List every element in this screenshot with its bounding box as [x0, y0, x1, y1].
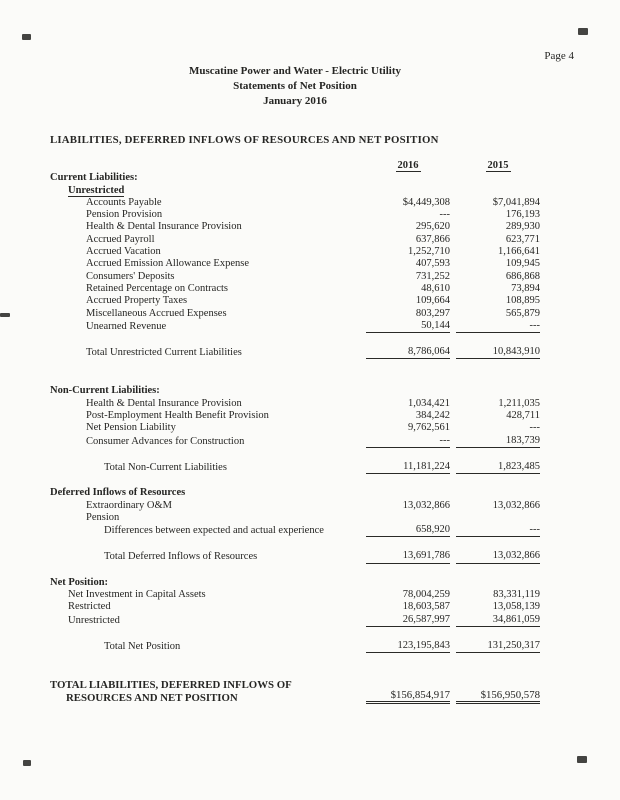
grand-total-value-2016: $156,854,917 — [366, 689, 450, 704]
row-value-2016: 109,664 — [415, 295, 450, 307]
row-value-2015: 108,895 — [505, 295, 540, 307]
scan-artifact-left-edge — [0, 313, 10, 317]
statement-row — [50, 185, 540, 197]
statement-row — [50, 435, 540, 448]
row-value-2015: 565,879 — [505, 307, 540, 319]
statement-row — [50, 172, 540, 184]
scan-artifact-top-right — [578, 28, 588, 35]
column-header-2015: 2015 — [487, 160, 509, 171]
statement-row — [50, 550, 540, 563]
row-value-2016: 13,691,786 — [366, 550, 450, 563]
row-value-2015: 109,945 — [505, 258, 540, 270]
row-value-2015: --- — [456, 524, 540, 537]
row-value-2015: 13,058,139 — [492, 601, 540, 613]
row-value-2016: 18,603,587 — [402, 601, 450, 613]
row-label: Post-Employment Health Benefit Provision — [86, 410, 269, 422]
column-header-cell-2015 — [456, 160, 540, 172]
row-label: Net Investment in Capital Assets — [68, 589, 206, 601]
row-label: Unrestricted — [68, 614, 120, 626]
row-label: Non-Current Liabilities: — [50, 385, 160, 397]
statement-row — [50, 640, 540, 653]
row-label: Unrestricted — [68, 184, 125, 196]
statement-row — [50, 271, 540, 283]
row-value-2016: 9,762,561 — [408, 422, 450, 434]
statement-row — [50, 487, 540, 499]
row-value-2016: 407,593 — [415, 258, 450, 270]
document-header — [50, 0, 540, 109]
row-label: Health & Dental Insurance Provision — [86, 397, 242, 409]
row-label: Accrued Payroll — [86, 233, 155, 245]
row-value-2016: --- — [366, 435, 450, 448]
statement-row — [50, 589, 540, 601]
row-label: Pension — [86, 511, 120, 523]
row-label: Net Pension Liability — [86, 422, 176, 434]
row-value-2016: 384,242 — [415, 410, 450, 422]
row-value-2015: 73,894 — [511, 282, 540, 294]
document-subtitle: Statements of Net Position — [233, 80, 357, 92]
row-label: Total Unrestricted Current Liabilities — [86, 347, 242, 359]
grand-total-label-line2: RESOURCES AND NET POSITION — [66, 691, 238, 704]
grand-total-row — [50, 679, 540, 704]
row-value-2016: 295,620 — [415, 221, 450, 233]
statement-row — [50, 197, 540, 209]
row-value-2016: 658,920 — [366, 524, 450, 537]
row-label: Total Non-Current Liabilities — [104, 461, 227, 473]
statement-row — [50, 461, 540, 474]
row-value-2015: 34,861,059 — [456, 614, 540, 627]
scan-artifact-top-left — [22, 34, 31, 40]
statement-row — [50, 422, 540, 434]
row-value-2016: 637,866 — [415, 233, 450, 245]
row-value-2016: --- — [439, 209, 450, 221]
row-value-2015: --- — [529, 422, 540, 434]
row-label: Total Deferred Inflows of Resources — [104, 551, 258, 563]
statement-row — [50, 500, 540, 512]
row-label: Consumer Advances for Construction — [86, 435, 245, 447]
statement-row — [50, 512, 540, 524]
row-value-2015: $7,041,894 — [492, 196, 540, 208]
row-value-2015: 13,032,866 — [456, 550, 540, 563]
statement-row — [50, 385, 540, 397]
scan-artifact-bottom-right — [577, 756, 587, 763]
statement-row — [50, 398, 540, 410]
row-value-2016: 78,004,259 — [402, 589, 450, 601]
row-label: Pension Provision — [86, 209, 163, 221]
row-value-2015: 686,868 — [505, 270, 540, 282]
row-value-2016: 1,034,421 — [408, 397, 450, 409]
scan-artifact-bottom-left — [23, 760, 31, 766]
column-header-2016: 2016 — [397, 160, 419, 171]
statement-row — [50, 524, 540, 537]
row-value-2015: 428,711 — [506, 410, 540, 422]
statement-row — [50, 320, 540, 333]
document-date: January 2016 — [263, 95, 327, 107]
row-label: Differences between expected and actual experience — [104, 525, 324, 537]
row-label: Accounts Payable — [86, 196, 162, 208]
statement-heading: LIABILITIES, DEFERRED INFLOWS OF RESOURCES AND NET POSITION — [50, 134, 439, 146]
row-value-2015: 131,250,317 — [456, 640, 540, 653]
statement-row — [50, 410, 540, 422]
row-value-2015: 1,823,485 — [456, 461, 540, 474]
row-label: Retained Percentage on Contracts — [86, 282, 228, 294]
row-value-2016: 48,610 — [421, 282, 450, 294]
statement-row — [50, 246, 540, 258]
statement-row — [50, 258, 540, 270]
column-header-cell-2016 — [366, 160, 450, 172]
grand-total-label — [50, 679, 360, 704]
row-value-2015: 289,930 — [505, 221, 540, 233]
row-value-2016: $4,449,308 — [402, 196, 450, 208]
grand-total-value-2015: $156,950,578 — [456, 689, 540, 704]
row-value-2016: 13,032,866 — [402, 499, 450, 511]
statement-row — [50, 221, 540, 233]
statement-row — [50, 577, 540, 589]
statement-row — [50, 601, 540, 613]
row-value-2016: 50,144 — [366, 320, 450, 333]
row-label: Unearned Revenue — [86, 320, 167, 332]
row-label: Accrued Emission Allowance Expense — [86, 258, 249, 270]
row-value-2015: 83,331,119 — [493, 589, 540, 601]
statement-row — [50, 234, 540, 246]
row-value-2015: 176,193 — [505, 209, 540, 221]
statement-rows — [50, 172, 540, 653]
row-value-2016: 123,195,843 — [366, 640, 450, 653]
row-value-2015: --- — [456, 320, 540, 333]
row-value-2016: 803,297 — [415, 307, 450, 319]
row-value-2015: 1,211,035 — [498, 397, 540, 409]
statement-row — [50, 346, 540, 359]
row-label: Accrued Property Taxes — [86, 295, 188, 307]
row-label: Total Net Position — [104, 640, 181, 652]
document-title: Muscatine Power and Water - Electric Utility — [188, 65, 401, 77]
row-value-2016: 1,252,710 — [408, 246, 450, 258]
grand-total-label-line1: TOTAL LIABILITIES, DEFERRED INFLOWS OF — [50, 679, 292, 692]
row-value-2016: 8,786,064 — [366, 346, 450, 359]
row-label: Current Liabilities: — [50, 172, 138, 184]
statement-row — [50, 308, 540, 320]
row-label: Extraordinary O&M — [86, 499, 173, 511]
row-value-2016: 11,181,224 — [366, 461, 450, 474]
row-value-2015: 1,166,641 — [498, 246, 540, 258]
statement-row — [50, 209, 540, 221]
row-value-2016: 731,252 — [415, 270, 450, 282]
row-value-2015: 13,032,866 — [492, 499, 540, 511]
row-label: Deferred Inflows of Resources — [50, 487, 186, 499]
row-value-2015: 10,843,910 — [456, 346, 540, 359]
statement-row — [50, 283, 540, 295]
statement-row — [50, 295, 540, 307]
row-value-2015: 183,739 — [456, 435, 540, 448]
statement-row — [50, 614, 540, 627]
row-label: Accrued Vacation — [86, 246, 161, 258]
row-value-2015: 623,771 — [505, 233, 540, 245]
row-label: Health & Dental Insurance Provision — [86, 221, 242, 233]
column-headers — [50, 160, 540, 172]
row-label: Miscellaneous Accrued Expenses — [86, 307, 227, 319]
page-number: Page 4 — [544, 50, 574, 62]
row-label: Net Position: — [50, 576, 109, 588]
row-label: Consumers' Deposits — [86, 270, 175, 282]
row-value-2016: 26,587,997 — [366, 614, 450, 627]
row-label: Restricted — [68, 601, 111, 613]
